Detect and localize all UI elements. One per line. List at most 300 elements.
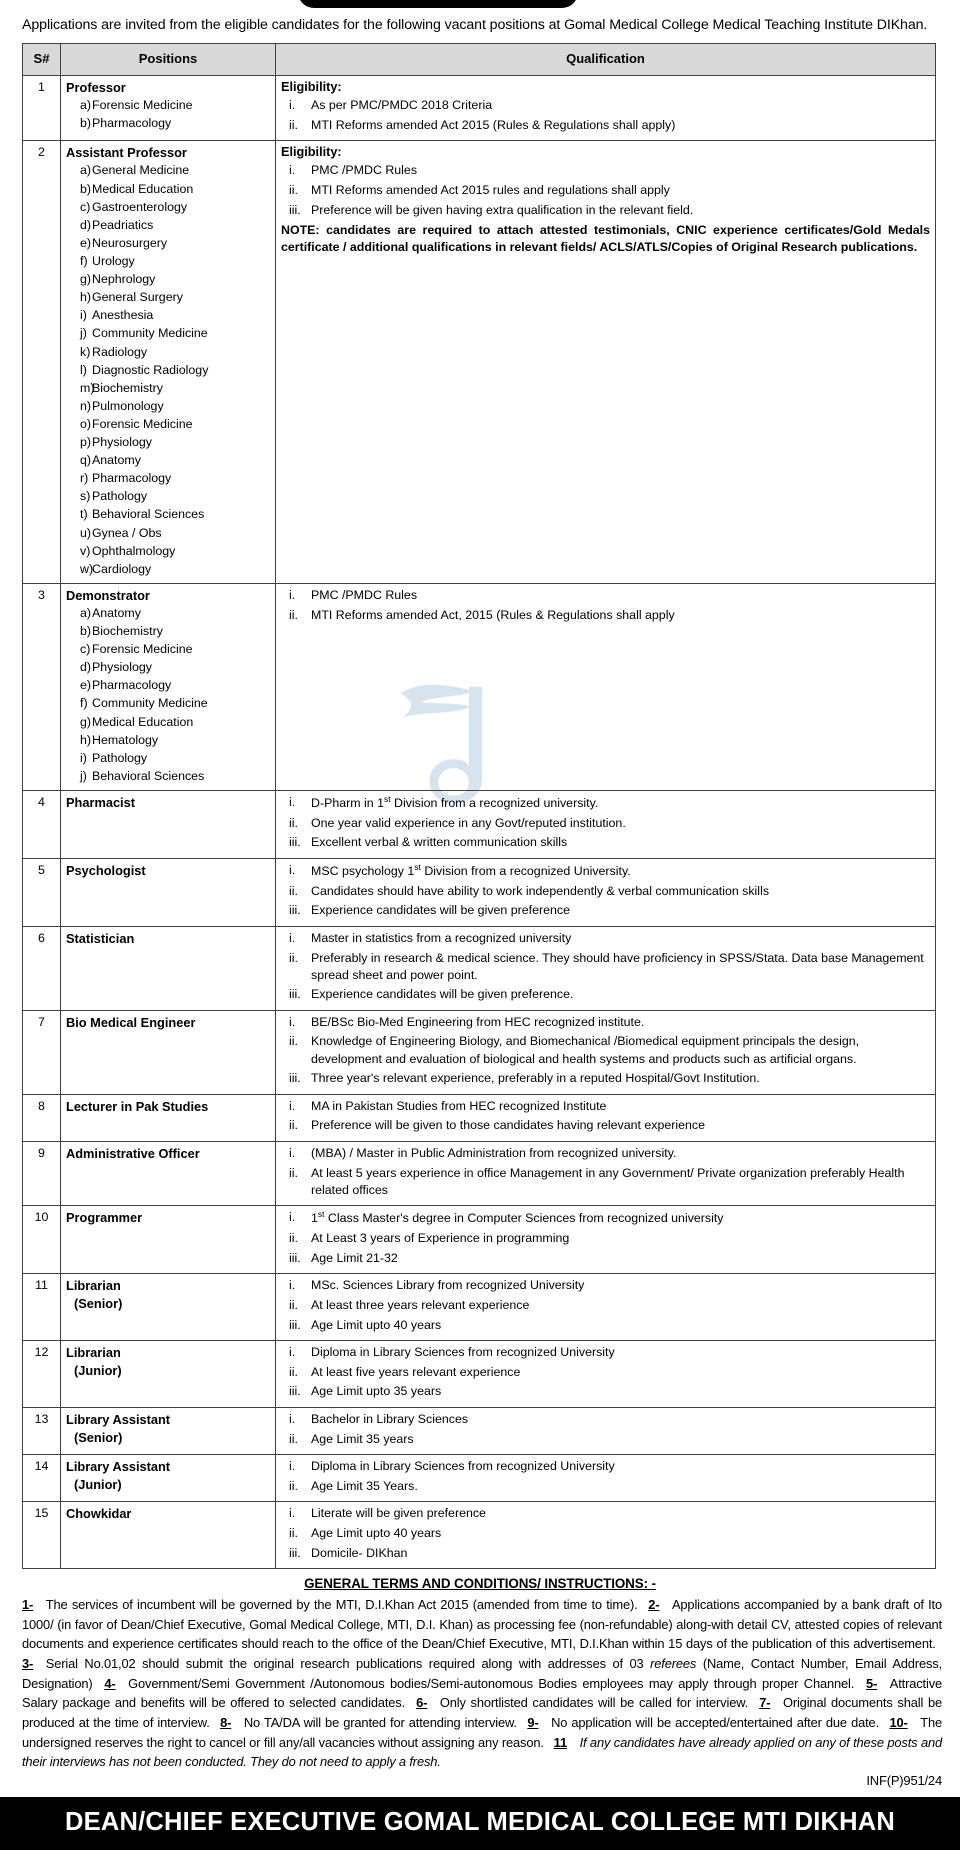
position-title: Psychologist (66, 862, 146, 878)
list-item-label: Forensic Medicine (92, 642, 193, 657)
cell-serial-number: 11 (23, 1274, 61, 1341)
term-number: 8- (220, 1714, 232, 1730)
list-item (66, 380, 270, 398)
list-item (281, 1383, 930, 1403)
list-marker: ii. (289, 883, 298, 898)
table-row (23, 1455, 936, 1502)
list-item (281, 1230, 930, 1250)
list-marker: i. (289, 1210, 296, 1225)
qualification-text: Diploma in Library Sciences from recognized University (311, 1459, 615, 1474)
cell-qualification (276, 583, 936, 790)
list-marker: ii. (289, 182, 298, 197)
list-item-label: Behavioral Sciences (92, 507, 205, 522)
cell-serial-number: 6 (23, 926, 61, 1010)
list-marker: ii. (289, 1478, 298, 1493)
list-item-label: Biochemistry (92, 624, 163, 639)
list-marker: i. (289, 1459, 296, 1474)
position-specialty-list (66, 605, 270, 786)
cell-serial-number: 12 (23, 1341, 61, 1408)
list-marker: iii. (289, 1250, 301, 1265)
qualification-text: At least 5 years experience in office Management in any Government/ Private organization preferably Health related offices (311, 1165, 905, 1197)
list-item-label: Pathology (92, 750, 148, 765)
list-item (281, 1344, 930, 1364)
table-body (23, 76, 936, 1569)
cell-qualification (276, 1341, 936, 1408)
list-item-label: Forensic Medicine (92, 416, 193, 431)
cell-qualification (276, 1094, 936, 1141)
qualification-list (281, 1145, 930, 1201)
term-text: No application will be accepted/entertained after due date. (551, 1714, 880, 1730)
list-item-label: Medical Education (92, 714, 194, 729)
list-item (66, 605, 270, 623)
list-marker: i. (289, 1146, 296, 1161)
list-marker: ii. (289, 1034, 298, 1049)
list-item (281, 883, 930, 903)
position-title: Assistant Professor (66, 145, 187, 161)
list-item (66, 271, 270, 289)
list-item (66, 488, 270, 506)
column-header-positions: Positions (61, 44, 276, 76)
list-item (66, 750, 270, 768)
qualification-text: PMC /PMDC Rules (311, 587, 418, 602)
list-marker: a) (80, 163, 92, 178)
list-marker: i. (289, 1014, 296, 1029)
list-marker: i. (289, 98, 296, 113)
list-item-label: Gastroenterology (92, 199, 188, 214)
list-item-label: Diagnostic Radiology (92, 362, 209, 377)
table-row (23, 1142, 936, 1206)
terms-paragraph (0, 1595, 960, 1771)
qualification-text: MSc. Sciences Library from recognized University (311, 1278, 585, 1293)
qualification-text: At Least 3 years of Experience in programming (311, 1231, 570, 1246)
list-marker: i. (289, 163, 296, 178)
table-row (23, 1274, 936, 1341)
list-marker: o) (80, 416, 92, 431)
position-subtitle: (Senior) (74, 1429, 123, 1445)
term-text: The services of incumbent will be governed by the MTI, D.I.Khan Act 2015 (amended from time to time). (45, 1597, 638, 1613)
list-item (281, 862, 930, 883)
list-marker: i. (289, 1506, 296, 1521)
list-item (281, 1525, 930, 1545)
list-item (66, 732, 270, 750)
inf-code: INF(P)951/24 (866, 1772, 942, 1788)
position-title: Lecturer in Pak Studies (66, 1098, 209, 1114)
list-item (281, 1165, 930, 1202)
cell-position (61, 858, 276, 926)
list-item (66, 525, 270, 543)
term-number: 5- (866, 1675, 878, 1691)
list-marker: iii. (289, 1071, 301, 1086)
qualification-text: MTI Reforms amended Act 2015 (Rules & Regulations shall apply) (311, 117, 676, 132)
list-item-label: Physiology (92, 660, 152, 675)
list-marker: p) (80, 435, 92, 450)
list-item (281, 1431, 930, 1451)
qualification-text: Age Limit upto 35 years (311, 1384, 442, 1399)
list-marker: j) (80, 326, 87, 341)
qualification-list (281, 97, 930, 136)
list-item (66, 641, 270, 659)
qualification-list (281, 862, 930, 922)
list-item-label: Pharmacology (92, 678, 172, 693)
list-item (66, 452, 270, 470)
list-marker: ii. (289, 815, 298, 830)
list-item (66, 307, 270, 325)
cell-position (61, 1341, 276, 1408)
table-row (23, 791, 936, 859)
list-marker: l) (80, 362, 87, 377)
list-item (281, 1098, 930, 1118)
position-title: Pharmacist (66, 795, 135, 811)
qualification-text: Excellent verbal & written communication skills (311, 835, 568, 850)
list-item-label: Pharmacology (92, 471, 172, 486)
list-item (66, 677, 270, 695)
position-subtitle: (Junior) (74, 1363, 122, 1379)
qualification-text: Candidates should have ability to work independently & verbal communication skills (311, 883, 770, 898)
term-text: Attractive Salary package and benefits will be offered to selected candidates. (22, 1675, 943, 1711)
list-marker: b) (80, 181, 92, 196)
list-item (66, 506, 270, 524)
position-title: Programmer (66, 1210, 143, 1226)
cell-serial-number: 5 (23, 858, 61, 926)
position-subtitle: (Junior) (74, 1477, 122, 1493)
cell-position (61, 1142, 276, 1206)
cell-position (61, 141, 276, 584)
list-marker: g) (80, 714, 92, 729)
list-marker: h) (80, 290, 92, 305)
list-marker: d) (80, 660, 92, 675)
term-number: 4- (104, 1675, 116, 1691)
list-marker: v) (80, 543, 91, 558)
list-marker: ii. (289, 1297, 298, 1312)
qualification-text: MSC psychology 1st Division from a recognized University. (311, 861, 631, 879)
table-row (23, 76, 936, 141)
list-marker: iii. (289, 903, 301, 918)
qualification-text: One year valid experience in any Govt/reputed institution. (311, 815, 626, 830)
list-item (281, 1250, 930, 1270)
term-text: Only shortlisted candidates will be called for interview. (439, 1695, 749, 1711)
terms-heading: GENERAL TERMS AND CONDITIONS/ INSTRUCTIONS: - (304, 1576, 656, 1592)
cell-serial-number: 4 (23, 791, 61, 859)
table-row (23, 583, 936, 790)
term-text: Applications accompanied by a bank draft of Ito 1000/ (in favor of Dean/Chief Executive, Gomal Medical College, MTI, D.I. Khan) as processing fee (non-refundable) along-with detail CV, attested copies of relevant documents and experience certificates should reach to the office of the Dean/Chief Executive, MTI, D.I.Khan within 15 days of the publication of this advertisement. (22, 1597, 943, 1652)
list-marker: i. (289, 862, 296, 877)
qualification-text: Age Limit upto 40 years (311, 1317, 442, 1332)
list-marker: iii. (289, 1545, 301, 1560)
vacancy-table (22, 43, 936, 1569)
qualification-list (281, 1344, 930, 1403)
list-item (281, 950, 930, 987)
list-marker: i. (289, 1411, 296, 1426)
table-row (23, 141, 936, 584)
cell-position (61, 1094, 276, 1141)
list-item (66, 398, 270, 416)
list-marker: e) (80, 235, 92, 250)
list-item (281, 1033, 930, 1070)
intro-paragraph: Applications are invited from the eligible candidates for the following vacant positions at Gomal Medical College Medical Teaching Institute DIKhan. (22, 17, 928, 33)
list-marker: r) (80, 471, 89, 486)
list-item-label: Anesthesia (92, 308, 154, 323)
list-marker: b) (80, 624, 92, 639)
list-item (281, 815, 930, 835)
list-item-label: Radiology (92, 344, 148, 359)
qualification-text: At least five years relevant experience (311, 1364, 521, 1379)
list-item (66, 434, 270, 452)
cell-qualification (276, 76, 936, 141)
qualification-list (281, 794, 930, 854)
qualification-text: Age Limit 35 years (311, 1431, 414, 1446)
cell-serial-number: 15 (23, 1502, 61, 1569)
cell-serial-number: 13 (23, 1407, 61, 1454)
list-item (66, 543, 270, 561)
list-item (281, 1505, 930, 1525)
list-marker: n) (80, 398, 92, 413)
term-text: The undersigned reserves the right to cancel or fill any/all vacancies without assigning any reason. (22, 1714, 943, 1750)
cell-position (61, 1502, 276, 1569)
qualification-text: Bachelor in Library Sciences (311, 1411, 469, 1426)
qualification-text: (MBA) / Master in Public Administration from recognized university. (311, 1146, 677, 1161)
cell-position (61, 1206, 276, 1274)
column-header-sn: S# (23, 44, 61, 76)
list-item-label: Community Medicine (92, 326, 208, 341)
list-item (66, 623, 270, 641)
list-marker: c) (80, 199, 91, 214)
list-marker: t) (80, 507, 88, 522)
qualification-list (281, 1209, 930, 1269)
cell-qualification (276, 858, 936, 926)
list-item-label: Pathology (92, 489, 148, 504)
position-title: Librarian (66, 1345, 121, 1361)
cell-qualification (276, 1455, 936, 1502)
list-item (281, 1145, 930, 1165)
cell-position (61, 1455, 276, 1502)
position-title: Statistician (66, 930, 135, 946)
list-item (66, 416, 270, 434)
qualification-list (281, 1014, 930, 1090)
cell-qualification (276, 1206, 936, 1274)
list-marker: ii. (289, 117, 298, 132)
list-item (66, 659, 270, 677)
cell-position (61, 76, 276, 141)
cell-position (61, 926, 276, 1010)
list-item-label: General Surgery (92, 290, 183, 305)
cell-position (61, 583, 276, 790)
qualification-text: Preferably in research & medical science. They should have proficiency in SPSS/Stata. Data base Management spread sheet and power point. (311, 950, 924, 982)
cell-qualification (276, 1274, 936, 1341)
list-marker: g) (80, 272, 92, 287)
list-item (66, 362, 270, 380)
cell-serial-number: 9 (23, 1142, 61, 1206)
list-marker: ii. (289, 950, 298, 965)
list-marker: iii. (289, 202, 301, 217)
qualification-text: Experience candidates will be given preference (311, 903, 570, 918)
position-title: Chowkidar (66, 1506, 132, 1522)
list-marker: w) (80, 561, 94, 576)
qualification-list (281, 587, 930, 626)
list-marker: m) (80, 380, 95, 395)
list-item (66, 325, 270, 343)
qualification-text: Knowledge of Engineering Biology, and Biomechanical /Biomedical equipment principals the design, development and evaluation of biological and health systems and products such as artificial organs. (311, 1034, 860, 1066)
list-item-label: Neurosurgery (92, 235, 168, 250)
table-row (23, 926, 936, 1010)
cell-serial-number: 1 (23, 76, 61, 141)
list-marker: i. (289, 1345, 296, 1360)
list-item (281, 1117, 930, 1137)
cell-position (61, 791, 276, 859)
cell-qualification (276, 1010, 936, 1094)
qualification-text: Literate will be given preference (311, 1506, 486, 1521)
qualification-list (281, 1098, 930, 1137)
list-item-label: Behavioral Sciences (92, 768, 205, 783)
list-item-label: Forensic Medicine (92, 98, 193, 113)
term-text: Government/Semi Government /Autonomous bodies/Semi-autonomous Bodies employees may apply through proper Channel. (128, 1675, 855, 1691)
list-item-label: Ophthalmology (92, 543, 176, 558)
qualification-text: Master in statistics from a recognized university (311, 930, 572, 945)
position-subtitle: (Senior) (74, 1296, 123, 1312)
list-item-label: Peadriatics (92, 217, 154, 232)
table-header-row (23, 44, 936, 76)
term-number: 11 (553, 1734, 567, 1750)
list-marker: i) (80, 308, 87, 323)
list-marker: iii. (289, 1384, 301, 1399)
list-marker: j) (80, 768, 87, 783)
list-marker: ii. (289, 1231, 298, 1246)
cell-position (61, 1407, 276, 1454)
table-row (23, 1010, 936, 1094)
list-item (281, 1277, 930, 1297)
position-specialty-list (66, 97, 270, 133)
cell-qualification (276, 1142, 936, 1206)
table-row (23, 1502, 936, 1569)
footer-authority-bar: DEAN/CHIEF EXECUTIVE GOMAL MEDICAL COLLEGE MTI DIKHAN (0, 1797, 960, 1850)
list-item (281, 607, 930, 627)
list-marker: q) (80, 453, 92, 468)
qualification-text: MA in Pakistan Studies from HEC recognized Institute (311, 1098, 607, 1113)
list-item-label: Anatomy (92, 605, 141, 620)
list-marker: i. (289, 587, 296, 602)
qualification-text: At least three years relevant experience (311, 1297, 530, 1312)
list-item-label: Cardiology (92, 561, 152, 576)
list-item-label: Community Medicine (92, 696, 208, 711)
list-item (281, 587, 930, 607)
list-item (66, 695, 270, 713)
eligibility-label: Eligibility: (281, 145, 342, 160)
list-item (281, 1458, 930, 1478)
cell-qualification (276, 1407, 936, 1454)
list-marker: i. (289, 795, 296, 810)
position-title: Professor (66, 80, 126, 96)
cell-qualification (276, 926, 936, 1010)
term-number: 7- (759, 1695, 771, 1711)
term-number: 1- (22, 1597, 34, 1613)
term-text: No TA/DA will be granted for attending interview. (243, 1714, 517, 1730)
list-item-label: Anatomy (92, 453, 141, 468)
list-marker: c) (80, 642, 91, 657)
qualification-list (281, 1411, 930, 1450)
term-text: Original documents shall be produced at the time of interview. (22, 1695, 942, 1730)
list-item (66, 714, 270, 732)
qualification-text: D-Pharm in 1st Division from a recognized university. (311, 794, 599, 811)
list-item (281, 794, 930, 815)
list-marker: f) (80, 253, 88, 268)
list-marker: i) (80, 750, 87, 765)
cell-serial-number: 3 (23, 583, 61, 790)
list-marker: i. (289, 930, 296, 945)
column-header-qualification: Qualification (276, 44, 936, 76)
list-marker: s) (80, 489, 91, 504)
qualification-list (281, 930, 930, 1006)
list-marker: b) (80, 116, 92, 131)
cell-serial-number: 2 (23, 141, 61, 584)
list-item (66, 768, 270, 786)
qualification-text: Age Limit 35 Years. (311, 1478, 418, 1493)
list-marker: ii. (289, 1364, 298, 1379)
list-item (66, 115, 270, 133)
position-title: Librarian (66, 1278, 121, 1294)
term-number: 6- (416, 1695, 428, 1711)
table-row (23, 1206, 936, 1274)
list-item (66, 199, 270, 217)
cell-serial-number: 7 (23, 1010, 61, 1094)
list-item (281, 930, 930, 950)
list-marker: ii. (289, 1165, 298, 1180)
list-marker: a) (80, 98, 92, 113)
list-marker: a) (80, 605, 92, 620)
list-item (281, 1070, 930, 1090)
list-item-label: Urology (92, 253, 135, 268)
list-item (66, 181, 270, 199)
list-item-label: Pulmonology (92, 398, 164, 413)
qualification-text: BE/BSc Bio-Med Engineering from HEC recognized institute. (311, 1014, 645, 1029)
qualification-list (281, 1505, 930, 1564)
list-marker: k) (80, 344, 91, 359)
term-number: 3- (22, 1656, 34, 1672)
list-item (281, 162, 930, 182)
list-item (281, 1317, 930, 1337)
list-marker: iii. (289, 1317, 301, 1332)
list-item (281, 1545, 930, 1565)
list-item-label: Biochemistry (92, 380, 163, 395)
cell-position (61, 1274, 276, 1341)
list-item (66, 344, 270, 362)
list-item (281, 1209, 930, 1230)
list-marker: e) (80, 678, 92, 693)
position-title: Library Assistant (66, 1411, 171, 1427)
list-marker: d) (80, 217, 92, 232)
list-item (281, 834, 930, 854)
term-text: If any candidates have already applied on any of these posts and their interviews has not been conducted. They do not need to apply a fresh. (22, 1734, 943, 1770)
list-item (66, 217, 270, 235)
list-item-label: Hematology (92, 732, 159, 747)
list-item (281, 182, 930, 202)
qualification-text: Domicile- DIKhan (311, 1545, 408, 1560)
position-title: Bio Medical Engineer (66, 1014, 196, 1030)
cell-qualification (276, 1502, 936, 1569)
table-row (23, 1094, 936, 1141)
list-item (281, 1297, 930, 1317)
list-item-label: Nephrology (92, 272, 156, 287)
qualification-text: As per PMC/PMDC 2018 Criteria (311, 98, 493, 113)
qualification-list (281, 162, 930, 221)
list-item (66, 470, 270, 488)
qualification-text: Preference will be given to those candidates having relevant experience (311, 1118, 705, 1133)
list-item (66, 289, 270, 307)
list-item-label: Medical Education (92, 181, 194, 196)
eligibility-label: Eligibility: (281, 80, 342, 95)
qualification-text: MTI Reforms amended Act, 2015 (Rules & Regulations shall apply (311, 607, 675, 622)
list-marker: ii. (289, 1526, 298, 1541)
list-marker: u) (80, 525, 92, 540)
list-marker: iii. (289, 987, 301, 1002)
